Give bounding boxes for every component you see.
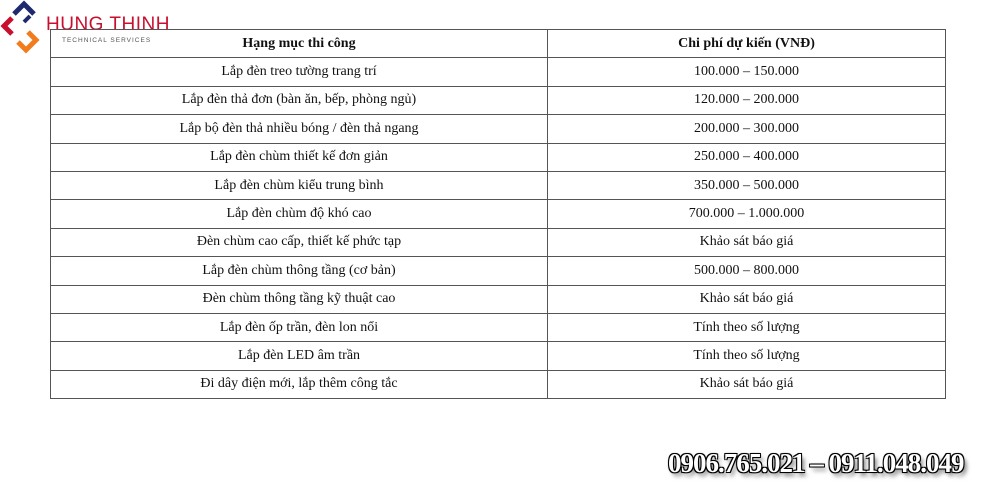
cost-cell: 120.000 – 200.000 bbox=[548, 86, 946, 114]
table-row bbox=[51, 370, 946, 398]
table-row bbox=[51, 115, 946, 143]
cost-cell: Khảo sát báo giá bbox=[548, 228, 946, 256]
category-cell: Đèn chùm cao cấp, thiết kế phức tạp bbox=[51, 228, 548, 256]
category-cell: Lắp đèn treo tường trang trí bbox=[51, 58, 548, 86]
header-cost: Chi phí dự kiến (VNĐ) bbox=[548, 30, 946, 58]
category-cell: Lắp đèn thả đơn (bàn ăn, bếp, phòng ngủ) bbox=[51, 86, 548, 114]
cost-cell: Tính theo số lượng bbox=[548, 313, 946, 341]
table-row bbox=[51, 86, 946, 114]
cost-cell: 100.000 – 150.000 bbox=[548, 58, 946, 86]
cost-cell: Khảo sát báo giá bbox=[548, 285, 946, 313]
cost-cell: 200.000 – 300.000 bbox=[548, 115, 946, 143]
table-row bbox=[51, 313, 946, 341]
logo-brand: HUNG THINH bbox=[46, 14, 170, 35]
table-row bbox=[51, 342, 946, 370]
table-row bbox=[51, 228, 946, 256]
logo-mark-icon bbox=[0, 0, 48, 56]
cost-cell: 500.000 – 800.000 bbox=[548, 257, 946, 285]
table-row bbox=[51, 200, 946, 228]
cost-cell: 250.000 – 400.000 bbox=[548, 143, 946, 171]
category-cell: Lắp đèn chùm kiểu trung bình bbox=[51, 171, 548, 199]
category-cell: Lắp đèn LED âm trần bbox=[51, 342, 548, 370]
table-header-row bbox=[51, 30, 946, 58]
table-row bbox=[51, 58, 946, 86]
table-row bbox=[51, 257, 946, 285]
cost-cell: Tính theo số lượng bbox=[548, 342, 946, 370]
cost-cell: 700.000 – 1.000.000 bbox=[548, 200, 946, 228]
category-cell: Lắp đèn chùm độ khó cao bbox=[51, 200, 548, 228]
category-cell: Đèn chùm thông tầng kỹ thuật cao bbox=[51, 285, 548, 313]
category-cell: Lắp đèn chùm thông tầng (cơ bản) bbox=[51, 257, 548, 285]
header-category: Hạng mục thi công bbox=[51, 30, 548, 58]
category-cell: Lắp đèn chùm thiết kế đơn giản bbox=[51, 143, 548, 171]
table-row bbox=[51, 171, 946, 199]
logo-tagline: TECHNICAL SERVICES bbox=[62, 37, 152, 44]
category-cell: Lắp đèn ốp trần, đèn lon nổi bbox=[51, 313, 548, 341]
price-table bbox=[50, 29, 946, 399]
category-cell: Đi dây điện mới, lắp thêm công tắc bbox=[51, 370, 548, 398]
table-row bbox=[51, 285, 946, 313]
category-cell: Lắp bộ đèn thả nhiều bóng / đèn thả ngang bbox=[51, 115, 548, 143]
table-row bbox=[51, 143, 946, 171]
cost-cell: 350.000 – 500.000 bbox=[548, 171, 946, 199]
cost-cell: Khảo sát báo giá bbox=[548, 370, 946, 398]
phone-numbers: 0906.765.021 – 0911.048.049 bbox=[668, 448, 964, 478]
